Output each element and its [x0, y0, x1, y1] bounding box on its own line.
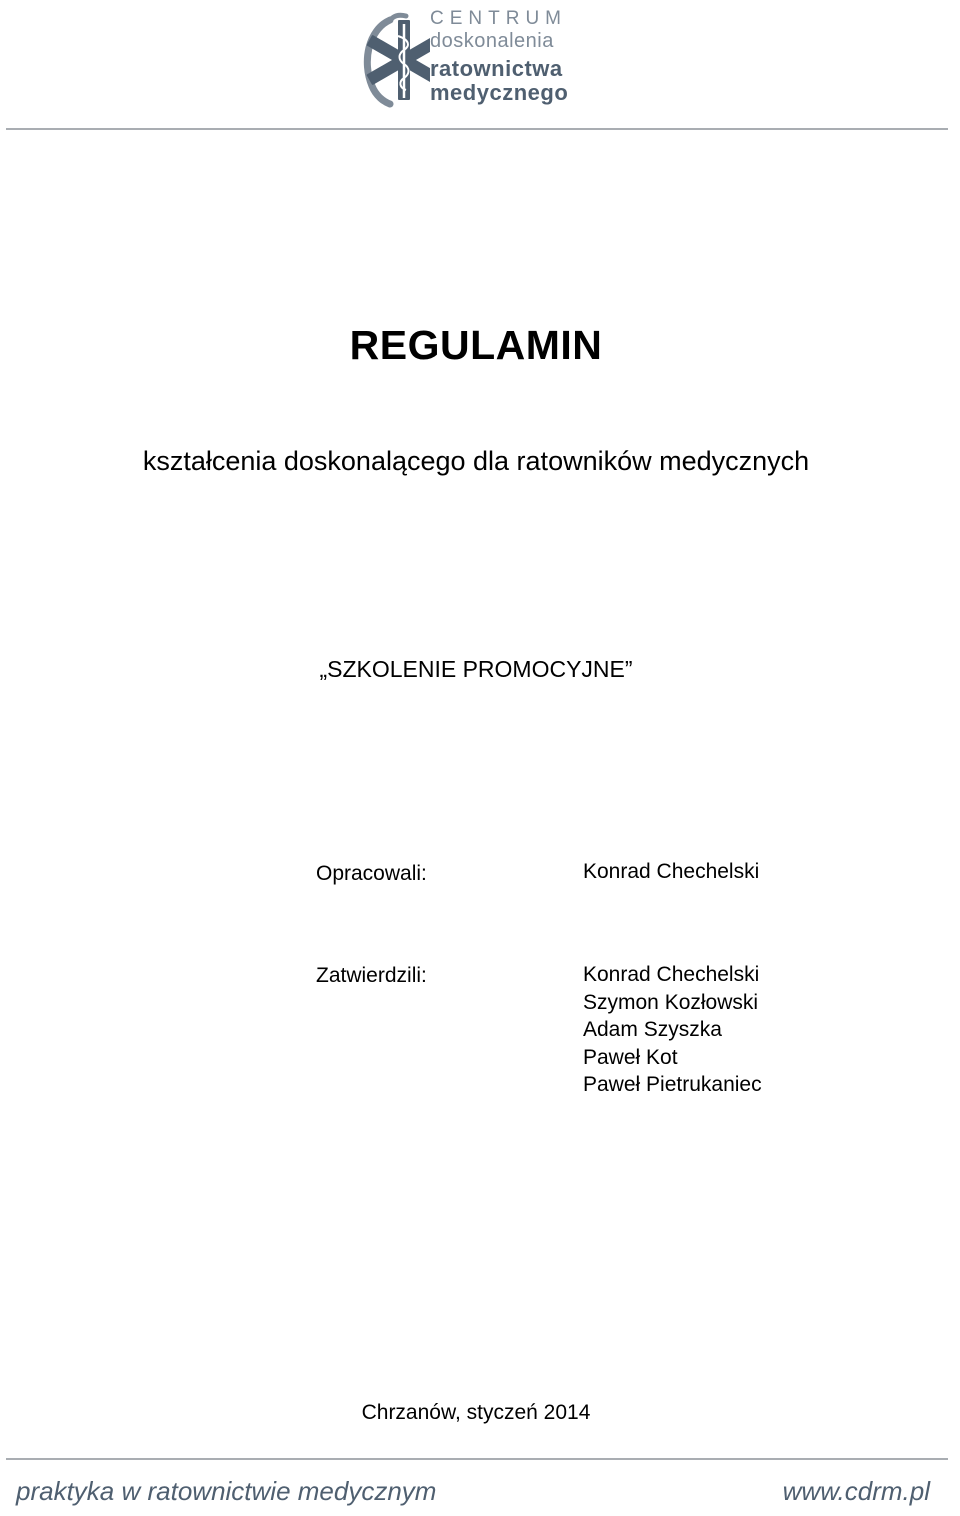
place-and-date: Chrzanów, styczeń 2014 [361, 1401, 591, 1424]
prepared-by-name: Konrad Chechelski [583, 860, 760, 883]
logo-text-centrum: CENTRUM [430, 8, 567, 29]
training-name: „SZKOLENIE PROMOCYJNE” [319, 656, 633, 682]
approved-by-name: Paweł Kot [583, 1045, 678, 1069]
approved-by-name: Adam Szyszka [583, 1018, 722, 1041]
footer-website-link[interactable]: www.cdrm.pl [782, 1476, 930, 1506]
star-of-life-icon [360, 10, 430, 108]
approved-by-name: Paweł Pietrukaniec [583, 1073, 762, 1096]
footer-divider [6, 1458, 948, 1460]
logo-text-doskonalenia: doskonalenia [430, 30, 554, 52]
approved-by-label: Zatwierdzili: [316, 964, 427, 987]
approved-by-name: Konrad Chechelski [583, 963, 760, 986]
logo-text-medycznego: medycznego [430, 80, 569, 105]
prepared-by-list [583, 858, 759, 886]
prepared-by-label: Opracowali: [316, 862, 427, 885]
document-subtitle: kształcenia doskonalącego dla ratowników medycznych [142, 446, 810, 476]
organization-logo [360, 6, 600, 110]
header-divider [6, 128, 948, 130]
approved-by-name: Szymon Kozłowski [583, 990, 759, 1014]
document-title: REGULAMIN [349, 322, 603, 368]
logo-text-ratownictwa: ratownictwa [430, 56, 563, 81]
footer-tagline: praktyka w ratownictwie medycznym [16, 1476, 437, 1506]
approved-by-list [583, 961, 762, 1099]
